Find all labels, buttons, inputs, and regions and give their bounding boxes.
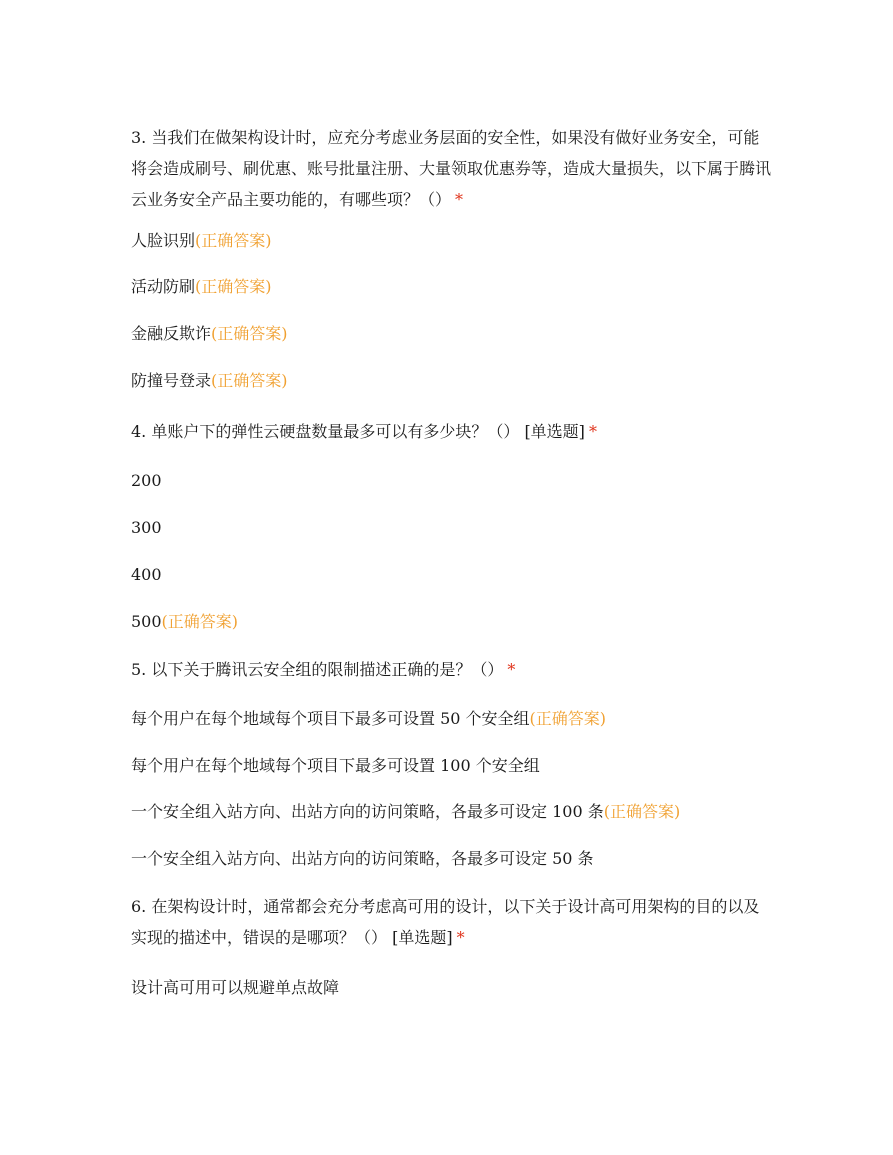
option-item	[131, 847, 771, 871]
correct-answer-tag: (正确答案)	[195, 277, 272, 296]
option-item	[131, 754, 771, 778]
document-page	[131, 122, 771, 1000]
option-text: 每个用户在每个地域每个项目下最多可设置 100 个安全组	[131, 756, 540, 775]
question-4-text: 4. 单账户下的弹性云硬盘数量最多可以有多少块？（） [单选题]	[131, 422, 585, 441]
question-5	[131, 654, 771, 685]
option-item	[131, 275, 771, 299]
question-3	[131, 122, 771, 215]
option-text: 活动防刷	[131, 277, 196, 296]
option-item	[131, 369, 771, 393]
option-item	[131, 707, 771, 731]
required-asterisk: *	[456, 928, 465, 947]
option-text: 金融反欺诈	[131, 324, 212, 343]
correct-answer-tag: (正确答案)	[211, 371, 288, 390]
correct-answer-tag: (正确答案)	[529, 709, 607, 728]
correct-answer-tag: (正确答案)	[195, 231, 272, 250]
option-text: 400	[131, 565, 162, 584]
option-item	[131, 976, 771, 1000]
option-text: 人脸识别	[131, 231, 196, 250]
question-3-text: 3. 当我们在做架构设计时，应充分考虑业务层面的安全性，如果没有做好业务安全，可能将会造成刷号、刷优惠、账号批量注册、大量领取优惠券等，造成大量损失，以下属于腾讯云业务安全产品主要功能的，有哪些项？（）	[131, 128, 772, 209]
question-6	[131, 891, 771, 953]
option-item	[131, 229, 771, 253]
required-asterisk: *	[588, 422, 597, 441]
option-item	[131, 610, 771, 634]
option-text: 设计高可用可以规避单点故障	[131, 978, 340, 997]
question-4	[131, 416, 771, 447]
option-text: 200	[131, 471, 162, 490]
option-text: 防撞号登录	[131, 371, 212, 390]
required-asterisk: *	[507, 660, 516, 679]
option-item	[131, 469, 771, 493]
option-item	[131, 516, 771, 540]
option-item	[131, 800, 771, 824]
option-item	[131, 322, 771, 346]
correct-answer-tag: (正确答案)	[161, 612, 239, 631]
option-item	[131, 563, 771, 587]
option-text: 500	[131, 612, 162, 631]
correct-answer-tag: (正确答案)	[603, 802, 681, 821]
question-5-text: 5. 以下关于腾讯云安全组的限制描述正确的是？（）	[131, 660, 504, 679]
question-6-text: 6. 在架构设计时，通常都会充分考虑高可用的设计，以下关于设计高可用架构的目的以及实现的描述中，错误的是哪项？（） [单选题]	[131, 897, 760, 947]
option-text: 一个安全组入站方向、出站方向的访问策略，各最多可设定 50 条	[131, 849, 594, 868]
required-asterisk: *	[455, 190, 464, 209]
option-text: 一个安全组入站方向、出站方向的访问策略，各最多可设定 100 条	[131, 802, 604, 821]
option-text: 每个用户在每个地域每个项目下最多可设置 50 个安全组	[131, 709, 530, 728]
option-text: 300	[131, 518, 162, 537]
correct-answer-tag: (正确答案)	[211, 324, 288, 343]
